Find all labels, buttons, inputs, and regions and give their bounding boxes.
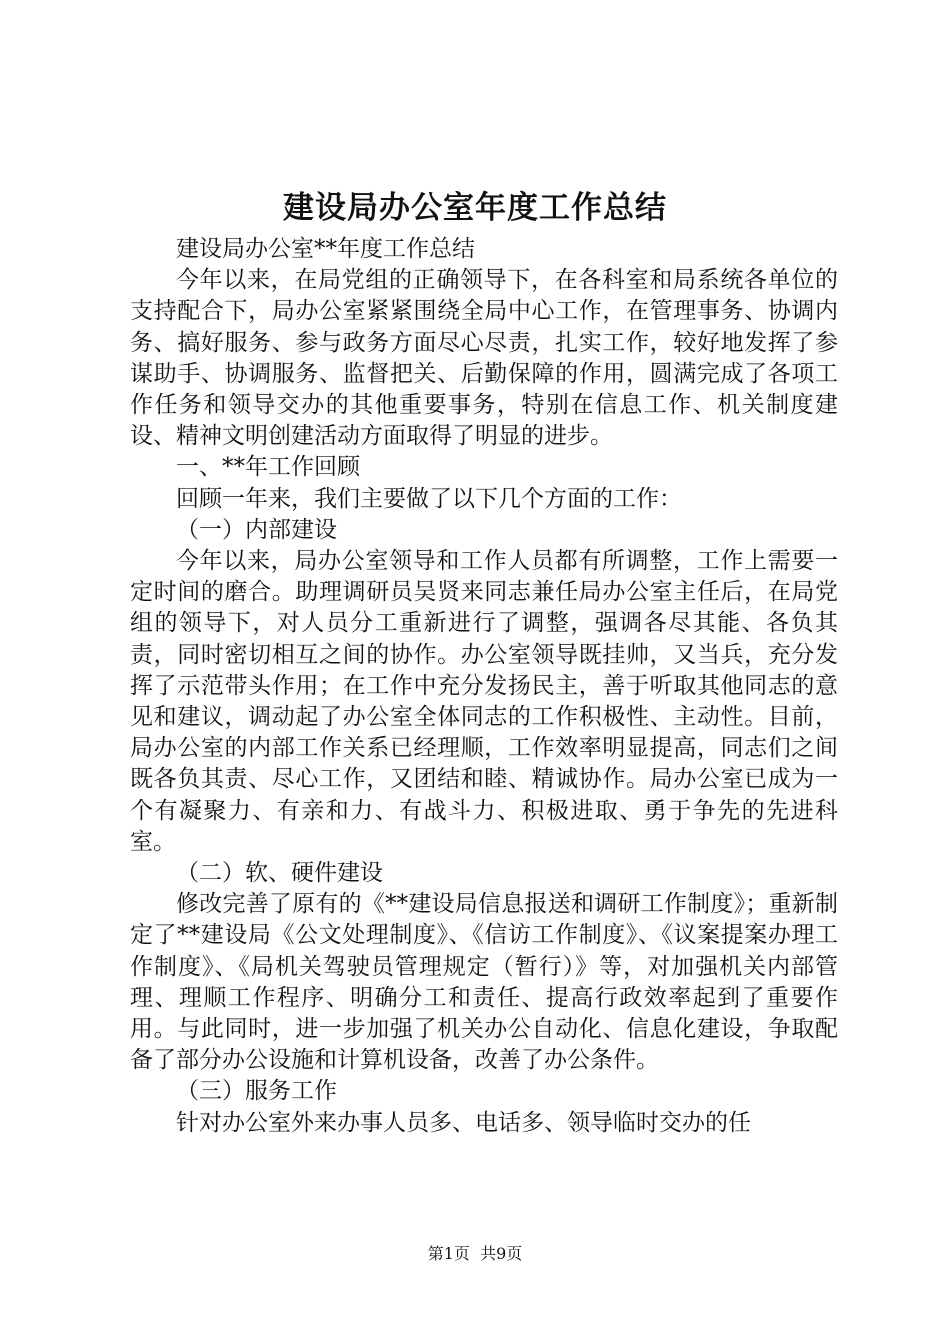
hardware-construction-paragraph: 修改完善了原有的《**建设局信息报送和调研工作制度》；重新制定了**建设局《公文处理制度》、《信访工作制度》、《议案提案办理工作制度》、《局机关驾驶员管理规定（暂行）》等，对加强机关内部管理、理顺工作程序、明确分工和责任、提高行政效率起到了重要作用。与此同时，进一步加强了机关办公自动化、信息化建设，争取配备了部分办公设施和计算机设备，改善了办公条件。 [130, 891, 838, 1074]
page-number: 第1页 [427, 1244, 470, 1263]
subsection-heading-internal: （一）内部建设 [176, 516, 337, 543]
subsection-heading-hardware: （二）软、硬件建设 [176, 860, 383, 887]
page-footer [0, 1243, 950, 1265]
internal-construction-paragraph: 今年以来，局办公室领导和工作人员都有所调整，工作上需要一定时间的磨合。助理调研员吴贤来同志兼任局办公室主任后，在局党组的领导下，对人员分工重新进行了调整，强调各尽其能、各负其责，同时密切相互之间的协作。办公室领导既挂帅，又当兵，充分发挥了示范带头作用；在工作中充分发扬民主，善于听取其他同志的意见和建议，调动起了办公室全体同志的工作积极性、主动性。目前，局办公室的内部工作关系已经理顺，工作效率明显提高，同志们之间既各负其责、尽心工作，又团结和睦、精诚协作。局办公室已成为一个有凝聚力、有亲和力、有战斗力、积极进取、勇于争先的先进科室。 [130, 548, 838, 855]
intro-paragraph: 今年以来，在局党组的正确领导下，在各科室和局系统各单位的支持配合下，局办公室紧紧围绕全局中心工作，在管理事务、协调内务、搞好服务、参与政务方面尽心尽责，扎实工作，较好地发挥了参谋助手、协调服务、监督把关、后勤保障的作用，圆满完成了各项工作任务和领导交办的其他重要事务，特别在信息工作、机关制度建设、精神文明创建活动方面取得了明显的进步。 [130, 267, 838, 450]
review-intro: 回顾一年来，我们主要做了以下几个方面的工作： [176, 485, 682, 512]
section-heading: 一、**年工作回顾 [176, 454, 360, 481]
footer-spacer [470, 1244, 480, 1263]
service-paragraph: 针对办公室外来办事人员多、电话多、领导临时交办的任 [176, 1109, 751, 1136]
document-title: 建设局办公室年度工作总结 [283, 190, 667, 226]
subtitle-line: 建设局办公室**年度工作总结 [176, 236, 475, 262]
page-total: 共9页 [480, 1244, 523, 1263]
subsection-heading-service: （三）服务工作 [176, 1078, 337, 1105]
document-body [130, 234, 838, 1139]
